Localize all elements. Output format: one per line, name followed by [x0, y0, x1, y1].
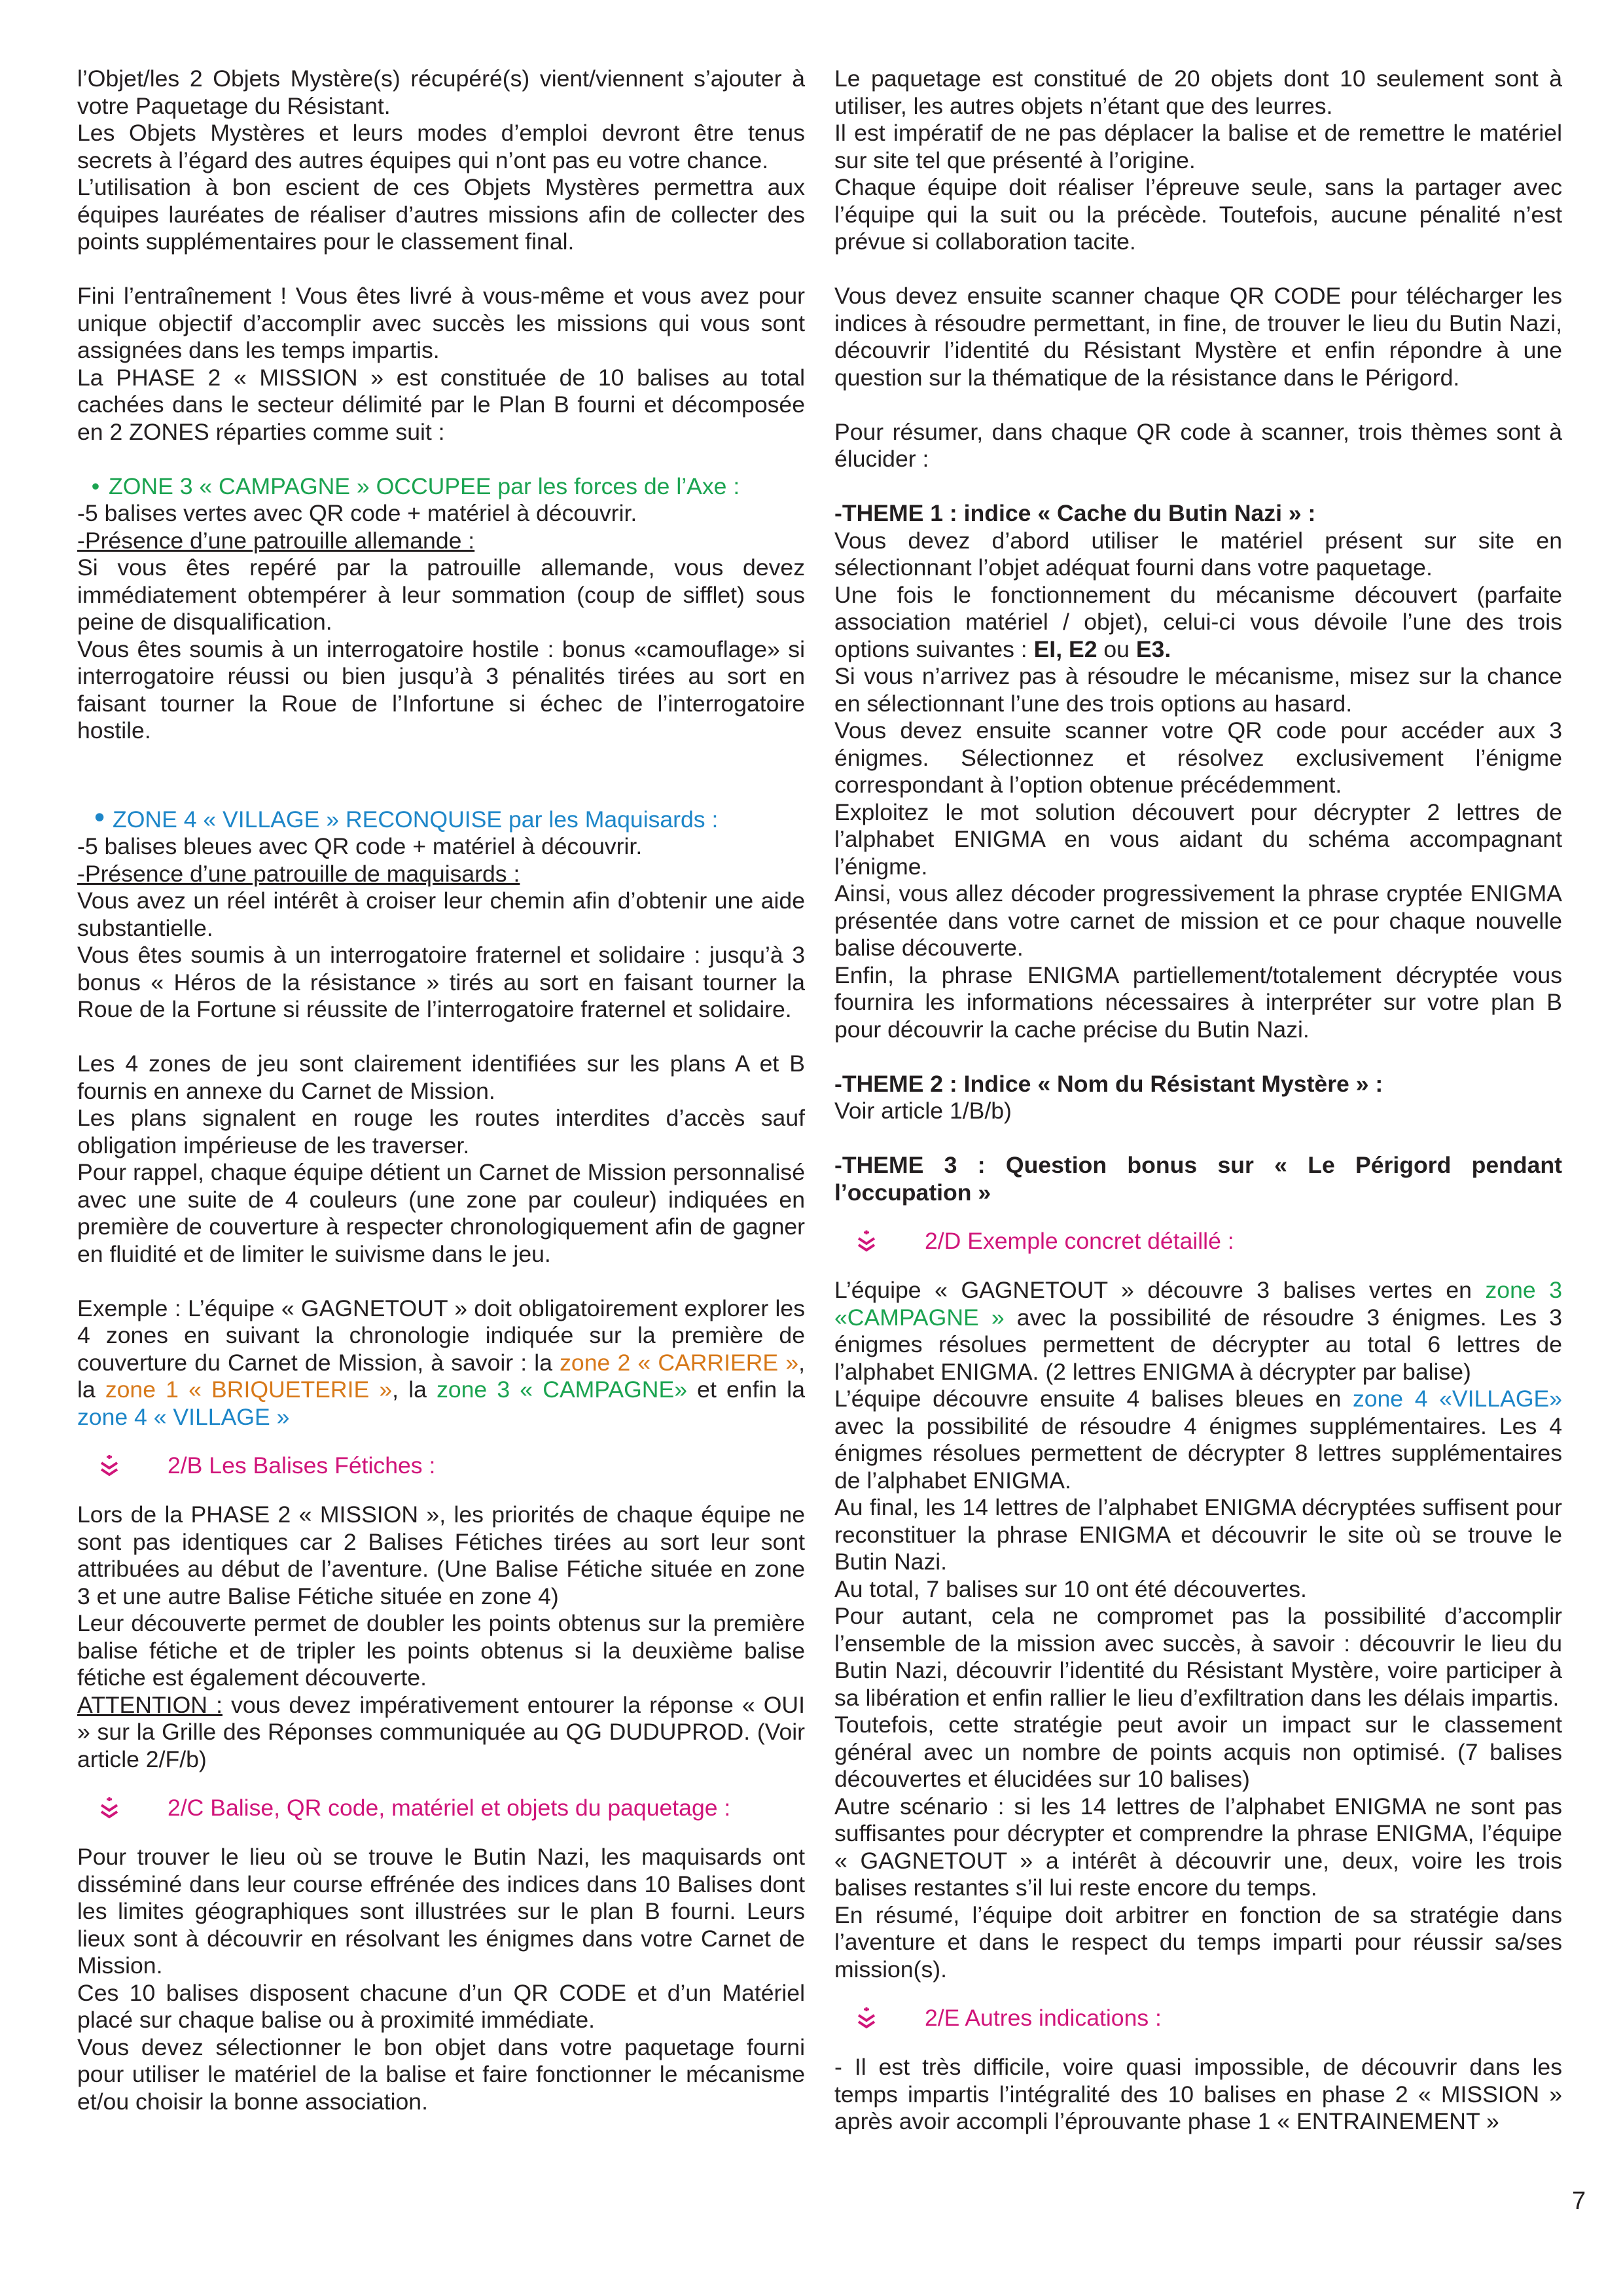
paragraph: En résumé, l’équipe doit arbitrer en fonction de sa stratégie dans l’aventure et dans le respect du temps imparti pour réussir sa/ses mission(s).: [834, 1901, 1562, 1982]
paragraph: Autre scénario : si les 14 lettres de l’alphabet ENIGMA ne sont pas suffisantes pour décrypter et comprendre la phrase ENIGMA, l’équipe « GAGNETOUT » a intérêt à découvrir une, deux, voire les trois balises restantes s’il lui reste encore du temps.: [834, 1793, 1562, 1901]
bullet-dot: •: [94, 799, 105, 834]
paragraph: L’équipe « GAGNETOUT » découvre 3 balises vertes en zone 3 «CAMPAGNE » avec la possibilité de résoudre 3 énigmes. Les 3 énigmes résolues permettent de décrypter au total 6 lettres de l’alphabet ENIGMA. (2 lettres ENIGMA à décrypter par balise): [834, 1277, 1563, 1385]
section-title: 2/B Les Balises Fétiches :: [168, 1452, 436, 1479]
paragraph: Pour autant, cela ne compromet pas la possibilité d’accomplir l’ensemble de la mission avec succès, à savoir : découvrir le lieu du Butin Nazi, découvrir l’identité du Résistant Mystère, voire participer à sa libération et enfin rallier le lieu d’exfiltration dans les délais impartis.: [834, 1603, 1562, 1711]
paragraph: Lors de la PHASE 2 « MISSION », les priorités de chaque équipe ne sont pas identiques car 2 Balises Fétiches tirées au sort leur sont attribuées au début de l’aventure. (Une Balise Fétiche située en zone 3 et une autre Balise Fétiche située en zone 4): [77, 1501, 805, 1609]
paragraph: La PHASE 2 « MISSION » est constituée de 10 balises au total cachées dans le secteur délimité par le Plan B fourni et décomposée en 2 ZONES réparties comme suit :: [77, 364, 805, 445]
paragraph: Si vous êtes repéré par la patrouille allemande, vous devez immédiatement obtempérer à leur sommation (coup de sifflet) sous peine de disqualification.: [77, 554, 805, 635]
paragraph: Vous devez d’abord utiliser le matériel présent sur site en sélectionnant l’objet adéquat fourni dans votre paquetage.: [834, 527, 1562, 581]
section-2b-heading: [77, 1445, 805, 1487]
attention-label: ATTENTION :: [77, 1691, 223, 1718]
section-title: 2/D Exemple concret détaillé :: [925, 1228, 1234, 1255]
paragraph: Les Objets Mystères et leurs modes d’emploi devront être tenus secrets à l’égard des autres équipes qui n’ont pas eu votre chance.: [77, 120, 805, 173]
paragraph: L’utilisation à bon escient de ces Objets Mystères permettra aux équipes lauréates de réaliser d’autres missions afin de collecter des points supplémentaires pour le classement final.: [77, 174, 805, 255]
section-title: 2/E Autres indications :: [925, 2005, 1162, 2032]
chevron-stack-icon: [98, 1796, 120, 1821]
paragraph: Les 4 zones de jeu sont clairement identifiées sur les plans A et B fournis en annexe du Carnet de Mission.: [77, 1050, 805, 1104]
theme2-title: -THEME 2 : Indice « Nom du Résistant Mystère » :: [834, 1070, 1383, 1097]
paragraph: Si vous n’arrivez pas à résoudre le mécanisme, misez sur la chance en sélectionnant l’une des trois options au hasard.: [834, 663, 1562, 717]
paragraph: Voir article 1/B/b): [834, 1098, 1012, 1124]
chevron-stack-icon: [98, 1454, 120, 1479]
paragraph: Vous devez ensuite scanner votre QR code pour accéder aux 3 énigmes. Sélectionnez et résolvez exclusivement l’énigme correspondant à l’option obtenue précédemment.: [834, 717, 1562, 798]
paragraph: Leur découverte permet de doubler les points obtenus sur la première balise fétiche et de tripler les points obtenus si la deuxième balise fétiche est également découverte.: [77, 1610, 805, 1691]
paragraph: Au final, les 14 lettres de l’alphabet ENIGMA décryptées suffisent pour reconstituer la phrase ENIGMA et découvrir le site où se trouve le Butin Nazi.: [834, 1494, 1562, 1575]
zone4-label: zone 4 « VILLAGE »: [77, 1403, 290, 1430]
paragraph: Chaque équipe doit réaliser l’épreuve seule, sans la partager avec l’équipe qui la suit ou la précède. Toutefois, aucune pénalité n’est prévue si collaboration tacite.: [834, 174, 1562, 255]
zone2-label: zone 2 « CARRIERE »: [560, 1349, 799, 1376]
paragraph: Vous avez un réel intérêt à croiser leur chemin afin d’obtenir une aide substantielle.: [77, 888, 805, 941]
zone3-label: zone 3 «CAMPAGNE »: [834, 1277, 1562, 1331]
paragraph: Vous êtes soumis à un interrogatoire hostile : bonus «camouflage» si interrogatoire réussi ou bien jusqu’à 3 pénalités tirées au sort en faisant tourner la Roue de l’Infortune si échec de l’interrogatoire hostile.: [77, 636, 805, 744]
paragraph: Le paquetage est constitué de 20 objets dont 10 seulement sont à utiliser, les autres objets n’étant que des leurres.: [834, 65, 1562, 119]
paragraph: Pour rappel, chaque équipe détient un Carnet de Mission personnalisé avec une suite de 4 couleurs (une zone par couleur) indiquées en première de couverture à respecter chronologiquement afin de gagner en fluidité et de limiter le suivisme dans le jeu.: [77, 1159, 805, 1267]
section-2c-heading: [77, 1787, 805, 1829]
paragraph: Enfin, la phrase ENIGMA partiellement/totalement décryptée vous fournira les informations nécessaires à interpréter sur votre plan B pour découvrir la cache précise du Butin Nazi.: [834, 961, 1562, 1043]
section-2d-heading: [834, 1221, 1562, 1263]
paragraph: Au total, 7 balises sur 10 ont été découvertes.: [834, 1575, 1307, 1602]
page-number: 7: [1572, 2187, 1586, 2215]
paragraph: Une fois le fonctionnement du mécanisme découvert (parfaite association matériel / objet), celui-ci vous dévoile l’une des trois options suivantes : EI, E2 ou E3.: [834, 581, 1562, 662]
paragraph: Exploitez le mot solution découvert pour décrypter 2 lettres de l’alphabet ENIGMA en vous aidant du schéma accompagnant l’énigme.: [834, 798, 1562, 880]
paragraph: l’Objet/les 2 Objets Mystère(s) récupéré(s) vient/viennent s’ajouter à votre Paquetage du Résistant.: [77, 65, 805, 119]
bullet-dot: •: [91, 473, 100, 499]
zone4-heading: [77, 799, 805, 834]
paragraph: Ainsi, vous allez décoder progressivement la phrase cryptée ENIGMA présentée dans votre carnet de mission et ce pour chaque nouvelle balise découverte.: [834, 880, 1562, 961]
paragraph: Pour trouver le lieu où se trouve le Butin Nazi, les maquisards ont disséminé dans leur course effrénée des indices dans 10 Balises dont les limites géographiques sont illustrées sur le plan B fourni. Leurs lieux sont à découvrir en résolvant les énigmes dans votre Carnet de Mission.: [77, 1844, 805, 1979]
example-paragraph: Exemple : L’équipe « GAGNETOUT » doit obligatoirement explorer les 4 zones en suivant la chronologie indiquée sur la première de couverture du Carnet de Mission, à savoir : la zone 2 « CARRIERE », la zone 1 « BRIQUETERIE », la zone 3 « CAMPAGNE» et enfin la zone 4 « VILLAGE »: [77, 1295, 805, 1430]
theme3-title: -THEME 3 : Question bonus sur « Le Périgord pendant l’occupation »: [834, 1152, 1562, 1206]
zone4-title: ZONE 4 « VILLAGE » RECONQUISE par les Maquisards :: [113, 806, 719, 833]
paragraph: Vous devez ensuite scanner chaque QR CODE pour télécharger les indices à résoudre permettant, in fine, de trouver le lieu du Butin Nazi, découvrir l’identité du Résistant Mystère et enfin répondre à une question sur la thématique de la résistance dans le Périgord.: [834, 283, 1562, 391]
zone4-patrol: -Présence d’une patrouille de maquisards :: [77, 860, 520, 887]
right-column: [834, 65, 1562, 2136]
zone4-label: zone 4 «VILLAGE»: [1352, 1386, 1563, 1412]
attention-paragraph: ATTENTION : vous devez impérativement entourer la réponse « OUI » sur la Grille des Réponses communiquée au QG DUDUPROD. (Voir article 2/F/b): [77, 1691, 805, 1772]
paragraph: Il est impératif de ne pas déplacer la balise et de remettre le matériel sur site tel que présenté à l’origine.: [834, 120, 1562, 173]
chevron-stack-icon: [855, 2006, 878, 2031]
zone3-label: zone 3 « CAMPAGNE»: [437, 1376, 688, 1403]
theme1-title: -THEME 1 : indice « Cache du Butin Nazi » :: [834, 500, 1316, 526]
paragraph: Les plans signalent en rouge les routes interdites d’accès sauf obligation impérieuse de les traverser.: [77, 1105, 805, 1158]
section-2e-heading: [834, 1998, 1562, 2039]
option-e3: E3.: [1135, 636, 1171, 662]
left-column: [77, 65, 805, 2115]
zone1-label: zone 1 « BRIQUETERIE »: [105, 1376, 393, 1403]
paragraph: Vous devez sélectionner le bon objet dans votre paquetage fourni pour utiliser le matériel de la balise et faire fonctionner le mécanisme et/ou choisir la bonne association.: [77, 2034, 805, 2115]
zone3-heading: [77, 473, 805, 501]
paragraph: Vous êtes soumis à un interrogatoire fraternel et solidaire : jusqu’à 3 bonus « Héros de la résistance » tirés au sort en faisant tourner la Roue de la Fortune si réussite de l’interrogatoire fraternel et solidaire.: [77, 942, 805, 1022]
zone4-line: -5 balises bleues avec QR code + matériel à découvrir.: [77, 833, 643, 859]
option-e1-e2: EI, E2: [1033, 636, 1097, 662]
paragraph: Ces 10 balises disposent chacune d’un QR CODE et d’un Matériel placé sur chaque balise ou à proximité immédiate.: [77, 1979, 805, 2033]
zone3-line: -5 balises vertes avec QR code + matériel à découvrir.: [77, 500, 637, 526]
zone3-title: ZONE 3 « CAMPAGNE » OCCUPEE par les forces de l’Axe :: [109, 473, 740, 499]
section-title: 2/C Balise, QR code, matériel et objets du paquetage :: [168, 1795, 731, 1821]
paragraph: - Il est très difficile, voire quasi impossible, de découvrir dans les temps impartis l’intégralité des 10 balises en phase 2 « MISSION » après avoir accompli l’éprouvante phase 1 « ENTRAINEMENT »: [834, 2054, 1562, 2134]
zone3-patrol: -Présence d’une patrouille allemande :: [77, 527, 475, 554]
paragraph: L’équipe découvre ensuite 4 balises bleues en zone 4 «VILLAGE» avec la possibilité de résoudre 4 énigmes supplémentaires. Les 4 énigmes résolues permettent de décrypter 8 lettres supplémentaires de l’alphabet ENIGMA.: [834, 1386, 1563, 1494]
paragraph: Pour résumer, dans chaque QR code à scanner, trois thèmes sont à élucider :: [834, 418, 1562, 472]
chevron-stack-icon: [855, 1229, 878, 1254]
paragraph: Fini l’entraînement ! Vous êtes livré à vous-même et vous avez pour unique objectif d’accomplir avec succès les missions qui vous sont assignées dans les temps impartis.: [77, 283, 805, 363]
paragraph: Toutefois, cette stratégie peut avoir un impact sur le classement général avec un nombre de points acquis non optimisé. (7 balises découvertes et élucidées sur 10 balises): [834, 1712, 1562, 1792]
